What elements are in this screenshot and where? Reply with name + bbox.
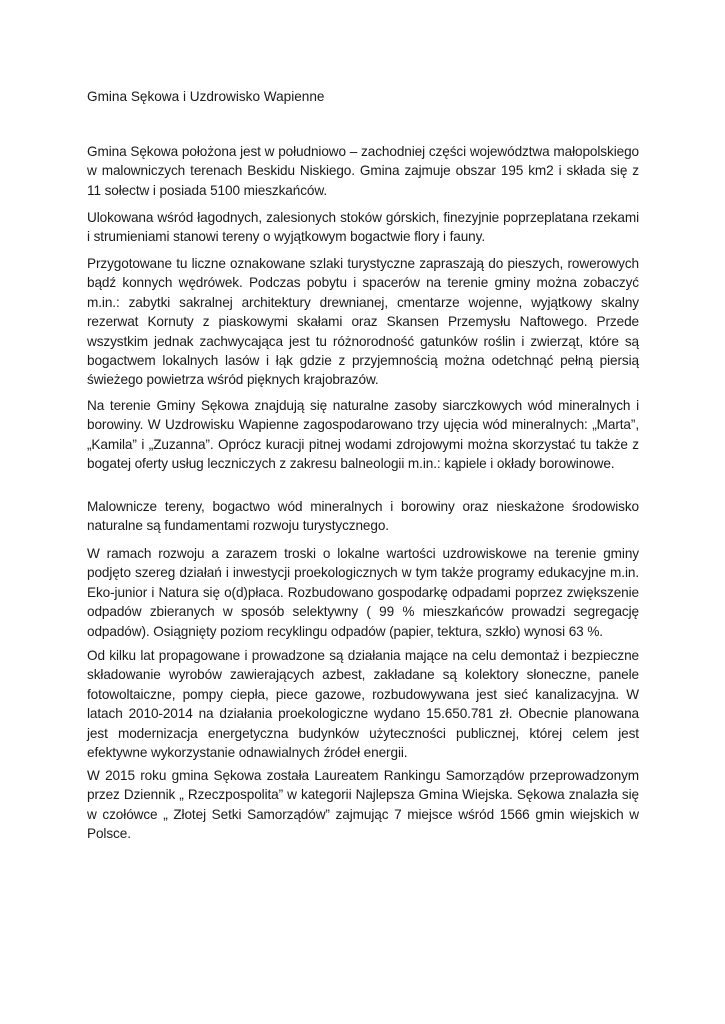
paragraph-tourism: Przygotowane tu liczne oznakowane szlaki turystyczne zapraszają do pieszych, rowerowych bądź konnych wędrówek. Podczas pobytu i spacerów na terenie gminy można zobaczyć m.in.: zabytki sakralnej architektury drewnianej, cmentarze wojenne, wyjątkowy skalny rezerwat Kornuty z piaskowymi skałami oraz Skansen Przemysłu Naftowego. Przede wszystkim jednak zachwycająca jest tu różnorodność gatunków roślin i zwierząt, które są bogactwem lokalnych lasów i łąk gdzie z przyjemnością można odetchnąć pełną piersią świeżego powietrza wśród pięknych krajobrazów. — [87, 256, 639, 388]
document-title: Gmina Sękowa i Uzdrowisko Wapienne — [87, 89, 325, 104]
paragraph-investments: Od kilku lat propagowane i prowadzone są działania mające na celu demontaż i bezpieczne składowanie wyrobów zawierających azbest, zakładane są kolektory słoneczne, panele fotowoltaiczne, pompy ciepła, piece gazowe, rozbudowywana jest sieć kanalizacyjna. W latach 2010-2014 na działania proekologiczne wydano 15.650.781 zł. Obecnie planowana jest modernizacja energetyczna budynków użyteczności publicznej, której celem jest efektywne wykorzystanie odnawialnych źródeł energii. — [87, 648, 639, 761]
paragraph-location: Gmina Sękowa położona jest w południowo – zachodniej części województwa małopolskiego w malowniczych terenach Beskidu Niskiego. Gmina zajmuje obszar 195 km2 i składa się z 11 sołectw i posiada 5100 mieszkańców. — [87, 144, 639, 198]
paragraph-ecology: W ramach rozwoju a zarazem troski o lokalne wartości uzdrowiskowe na terenie gminy podjęto szereg działań i inwestycji proekologicznych w tym także programy edukacyjne m.in. Eko-junior i Natura się o(d)płaca. Rozbudowano gospodarkę odpadami poprzez zwiększenie odpadów zbieranych w sposób selektywny ( 99 % mieszkańców prowadzi segregację odpadów). Osiągnięty poziom recyklingu odpadów (papier, tektura, szkło) wynosi 63 %. — [87, 546, 639, 639]
paragraph-nature: Ulokowana wśród łagodnych, zalesionych stoków górskich, finezyjnie poprzeplatana rzekami i strumieniami stanowi tereny o wyjątkowym bogactwie flory i fauny. — [87, 210, 639, 245]
paragraph-foundations: Malownicze tereny, bogactwo wód mineralnych i borowiny oraz nieskażone środowisko naturalne są fundamentami rozwoju turystycznego. — [87, 499, 639, 534]
paragraph-ranking: W 2015 roku gmina Sękowa została Laureatem Rankingu Samorządów przeprowadzonym przez Dziennik „ Rzeczpospolita” w kategorii Najlepsza Gmina Wiejska. Sękowa znalazła się w czołówce „ Złotej Setki Samorządów” zajmując 7 miejsce wśród 1566 gmin wiejskich w Polsce. — [87, 768, 639, 842]
paragraph-mineral-waters: Na terenie Gminy Sękowa znajdują się naturalne zasoby siarczkowych wód mineralnych i borowiny. W Uzdrowisku Wapienne zagospodarowano trzy ujęcia wód mineralnych: „Marta”, „Kamila” i „Zuzanna”. Oprócz kuracji pitnej wodami zdrojowymi można skorzystać tu także z bogatej oferty usług leczniczych z zakresu balneologii m.in.: kąpiele i okłady borowinowe. — [87, 398, 639, 472]
